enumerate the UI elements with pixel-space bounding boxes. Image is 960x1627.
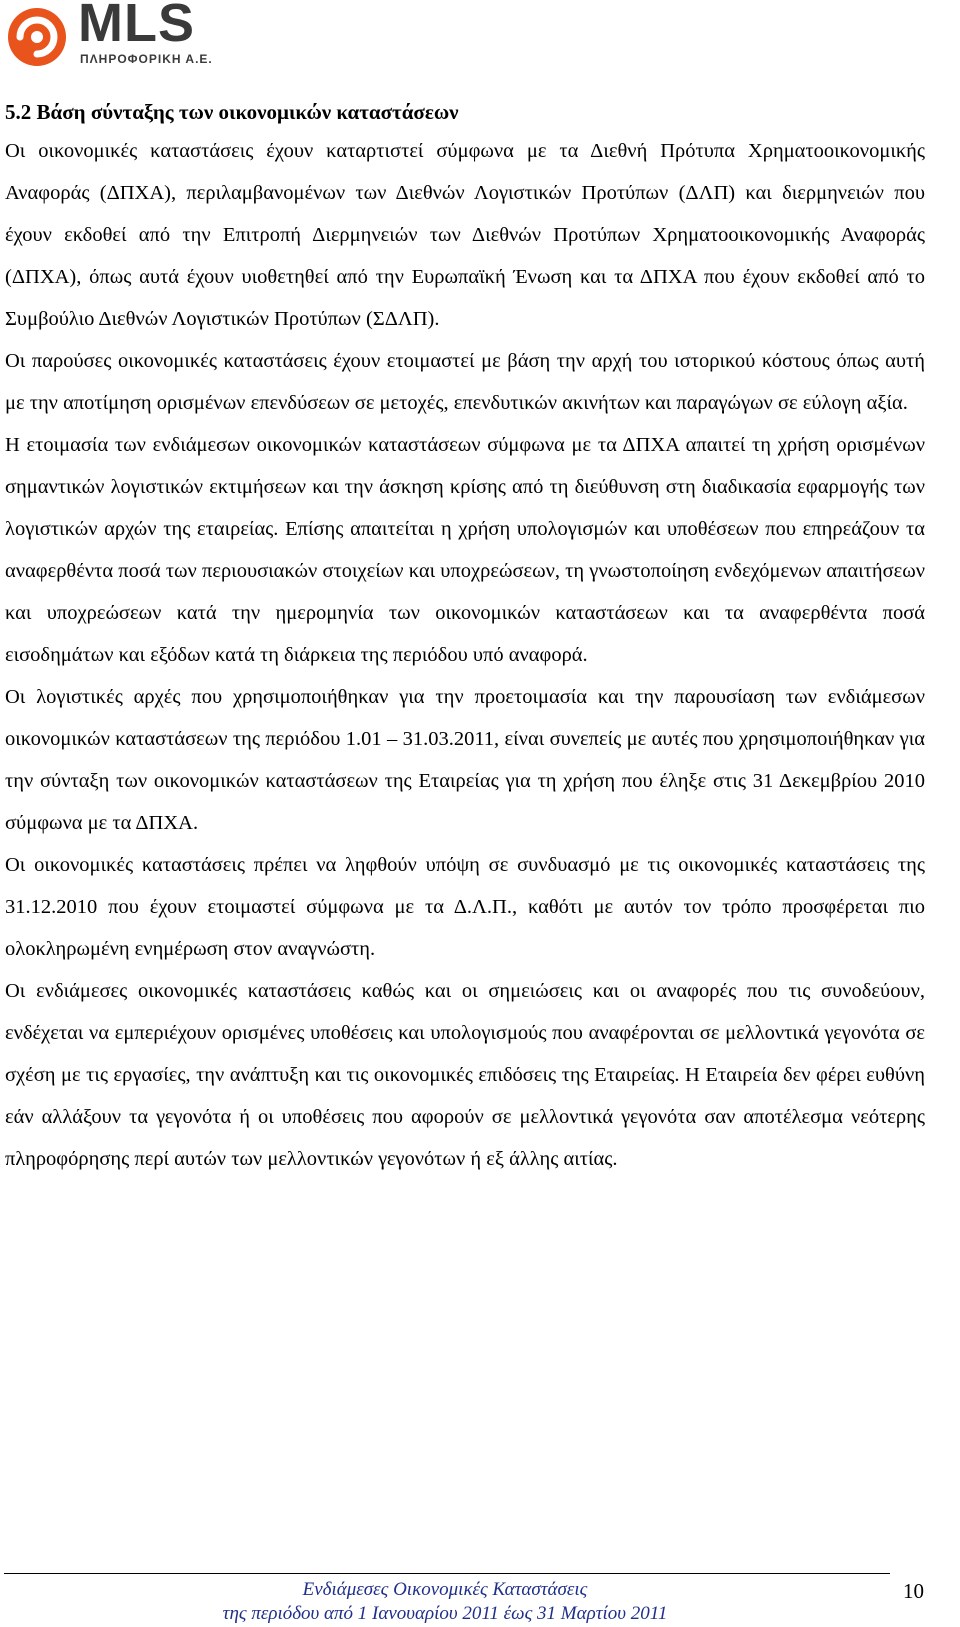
paragraph: Οι ενδιάμεσες οικονομικές καταστάσεις καθώς και οι σημειώσεις και οι αναφορές που τις συνοδεύουν, ενδέχεται να εμπεριέχουν ορισμένες υποθέσεις και υπολογισμούς που αναφέρονται σε μελλοντικά γεγονότα σε σχέση με τις εργασίες, την ανάπτυξη και τις οικονομικές επιδόσεις της Εταιρείας. Η Εταιρεία δεν φέρει ευθύνη εάν αλλάξουν τα γεγονότα ή οι υποθέσεις που αφορούν σε μελλοντικά γεγονότα σαν αποτέλεσμα νεότερης πληροφόρησης περί αυτών των μελλοντικών γεγονότων ή εξ άλλης αιτίας. [5, 980, 925, 1170]
footer-divider [4, 1573, 890, 1574]
logo-wordmark: MLS [78, 0, 195, 53]
company-logo [6, 0, 236, 70]
paragraph: Οι οικονομικές καταστάσεις έχουν καταρτιστεί σύμφωνα με τα Διεθνή Πρότυπα Χρηματοοικονομικής Αναφοράς (ΔΠΧΑ), περιλαμβανομένων των Διεθνών Λογιστικών Προτύπων (ΔΛΠ) και διερμηνειών που έχουν εκδοθεί από την Επιτροπή Διερμηνειών των Διεθνών Προτύπων Χρηματοοικονομικής Αναφοράς (ΔΠΧΑ), όπως αυτά έχουν υιοθετηθεί από την Ευρωπαϊκή Ένωση και τα ΔΠΧΑ που έχουν εκδοθεί από το Συμβούλιο Διεθνών Λογιστικών Προτύπων (ΣΔΛΠ). [5, 140, 925, 330]
document-body [5, 94, 925, 1180]
mls-logo-icon [6, 6, 68, 68]
page-number: 10 [903, 1579, 924, 1603]
section-title: 5.2 Βάση σύνταξης των οικονομικών καταστάσεων [5, 100, 459, 124]
logo-subtitle: ΠΛΗΡΟΦΟΡΙΚΗ Α.Ε. [80, 52, 213, 66]
paragraph: Οι παρούσες οικονομικές καταστάσεις έχουν ετοιμαστεί με βάση την αρχή του ιστορικού κόστους όπως αυτή με την αποτίμηση ορισμένων επενδύσεων σε μετοχές, επενδυτικών ακινήτων και παραγώγων σε εύλογη αξία. [5, 350, 925, 414]
paragraph: Η ετοιμασία των ενδιάμεσων οικονομικών καταστάσεων σύμφωνα με τα ΔΠΧΑ απαιτεί τη χρήση ορισμένων σημαντικών λογιστικών εκτιμήσεων και την άσκηση κρίσης από τη διεύθυνση στη διαδικασία εφαρμογής των λογιστικών αρχών της εταιρείας. Επίσης απαιτείται η χρήση υπολογισμών και υποθέσεων που επηρεάζουν τα αναφερθέντα ποσά των περιουσιακών στοιχείων και υποχρεώσεων, τη γνωστοποίηση ενδεχόμενων απαιτήσεων και υποχρεώσεων κατά την ημερομηνία των οικονομικών καταστάσεων και τα αναφερθέντα ποσά εισοδημάτων και εξόδων κατά τη διάρκεια της περιόδου υπό αναφορά. [5, 434, 925, 666]
footer-period: της περιόδου από 1 Ιανουαρίου 2011 έως 31 Μαρτίου 2011 [222, 1603, 668, 1624]
paragraph: Οι λογιστικές αρχές που χρησιμοποιήθηκαν για την προετοιμασία και την παρουσίαση των ενδιάμεσων οικονομικών καταστάσεων της περιόδου 1.01 – 31.03.2011, είναι συνεπείς με αυτές που χρησιμοποιήθηκαν για την σύνταξη των οικονομικών καταστάσεων της Εταιρείας για τη χρήση που έληξε στις 31 Δεκεμβρίου 2010 σύμφωνα με τα ΔΠΧΑ. [5, 686, 925, 834]
footer-title: Ενδιάμεσες Οικονομικές Καταστάσεις [302, 1579, 588, 1600]
paragraph: Οι οικονομικές καταστάσεις πρέπει να ληφθούν υπόψη σε συνδυασμό με τις οικονομικές καταστάσεις της 31.12.2010 που έχουν ετοιμαστεί σύμφωνα με τα Δ.Λ.Π., καθότι με αυτόν τον τρόπο προσφέρεται πιο ολοκληρωμένη ενημέρωση στον αναγνώστη. [5, 854, 925, 960]
footer-caption [160, 1578, 730, 1626]
